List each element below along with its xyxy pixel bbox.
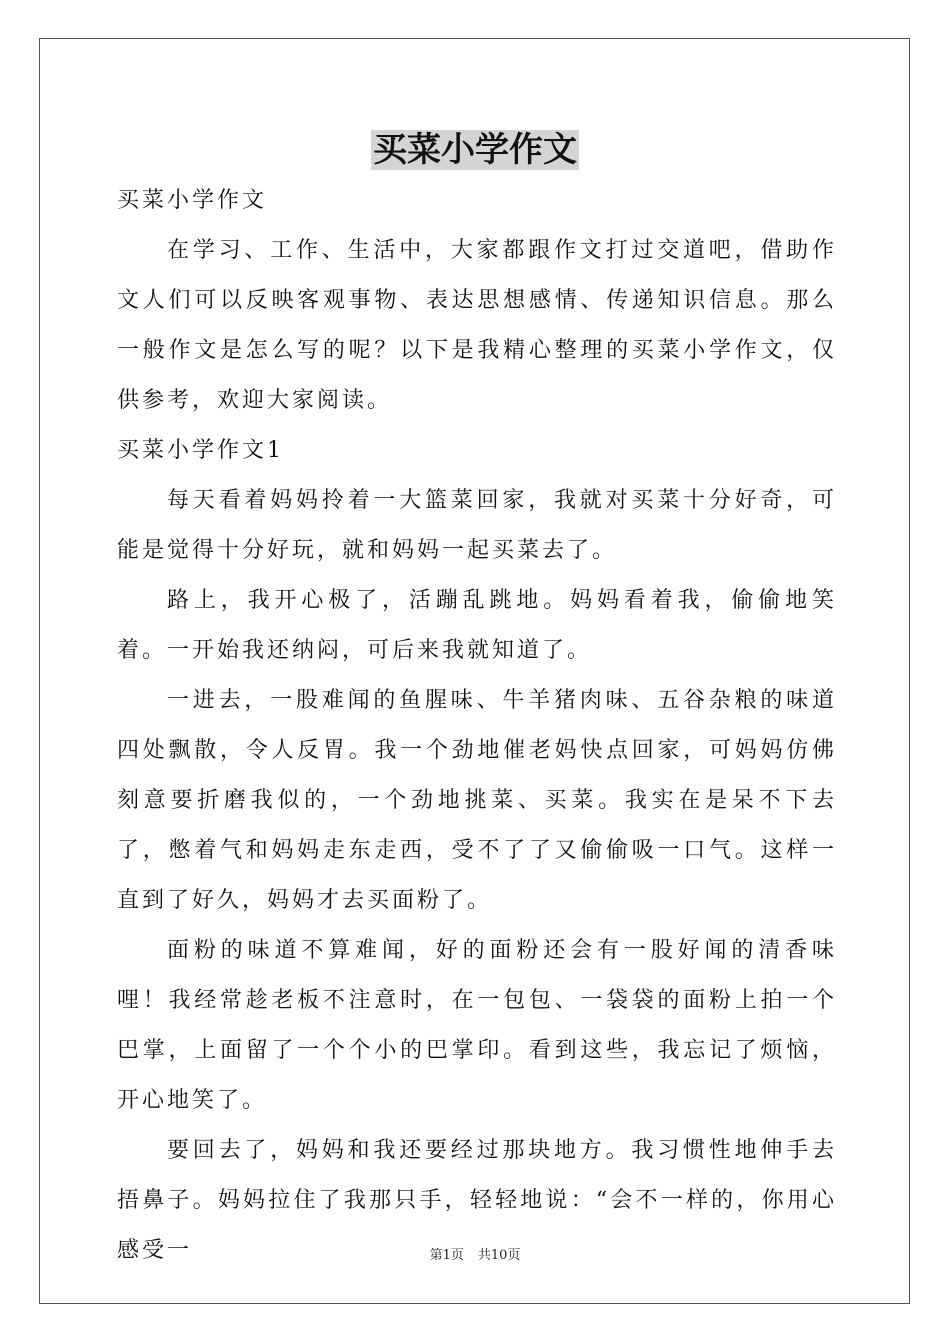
page-total: 共10页 [477, 1248, 521, 1263]
paragraph: 要回去了，妈妈和我还要经过那块地方。我习惯性地伸手去捂鼻子。妈妈拉住了我那只手，轻轻地说：“会不一样的，你用心感受一 [117, 1138, 837, 1263]
paragraph: 路上，我开心极了，活蹦乱跳地。妈妈看着我，偷偷地笑着。一开始我还纳闷，可后来我就知道了。 [117, 588, 837, 663]
paragraph-section-heading: 买菜小学作文1 [117, 438, 284, 463]
page-footer [0, 1247, 950, 1265]
document-body [117, 176, 837, 1276]
paragraph-subtitle: 买菜小学作文 [117, 188, 268, 213]
document-title [0, 126, 950, 174]
page-number: 第1页 [429, 1248, 464, 1263]
paragraph: 在学习、工作、生活中，大家都跟作文打过交道吧，借助作文人们可以反映客观事物、表达思想感情、传递知识信息。那么一般作文是怎么写的呢？以下是我精心整理的买菜小学作文，仅供参考，欢迎大家阅读。 [117, 238, 837, 413]
paragraph: 面粉的味道不算难闻，好的面粉还会有一股好闻的清香味哩！我经常趁老板不注意时，在一包包、一袋袋的面粉上拍一个巴掌，上面留了一个个小的巴掌印。看到这些，我忘记了烦恼，开心地笑了。 [117, 938, 837, 1113]
paragraph: 一进去，一股难闻的鱼腥味、牛羊猪肉味、五谷杂粮的味道四处飘散，令人反胃。我一个劲地催老妈快点回家，可妈妈仿佛刻意要折磨我似的，一个劲地挑菜、买菜。我实在是呆不下去了，憋着气和妈妈走东走西，受不了了又偷偷吸一口气。这样一直到了好久，妈妈才去买面粉了。 [117, 688, 837, 913]
paragraph: 每天看着妈妈拎着一大篮菜回家，我就对买菜十分好奇，可能是觉得十分好玩，就和妈妈一起买菜去了。 [117, 488, 837, 563]
document-title-text: 买菜小学作文 [373, 130, 577, 170]
